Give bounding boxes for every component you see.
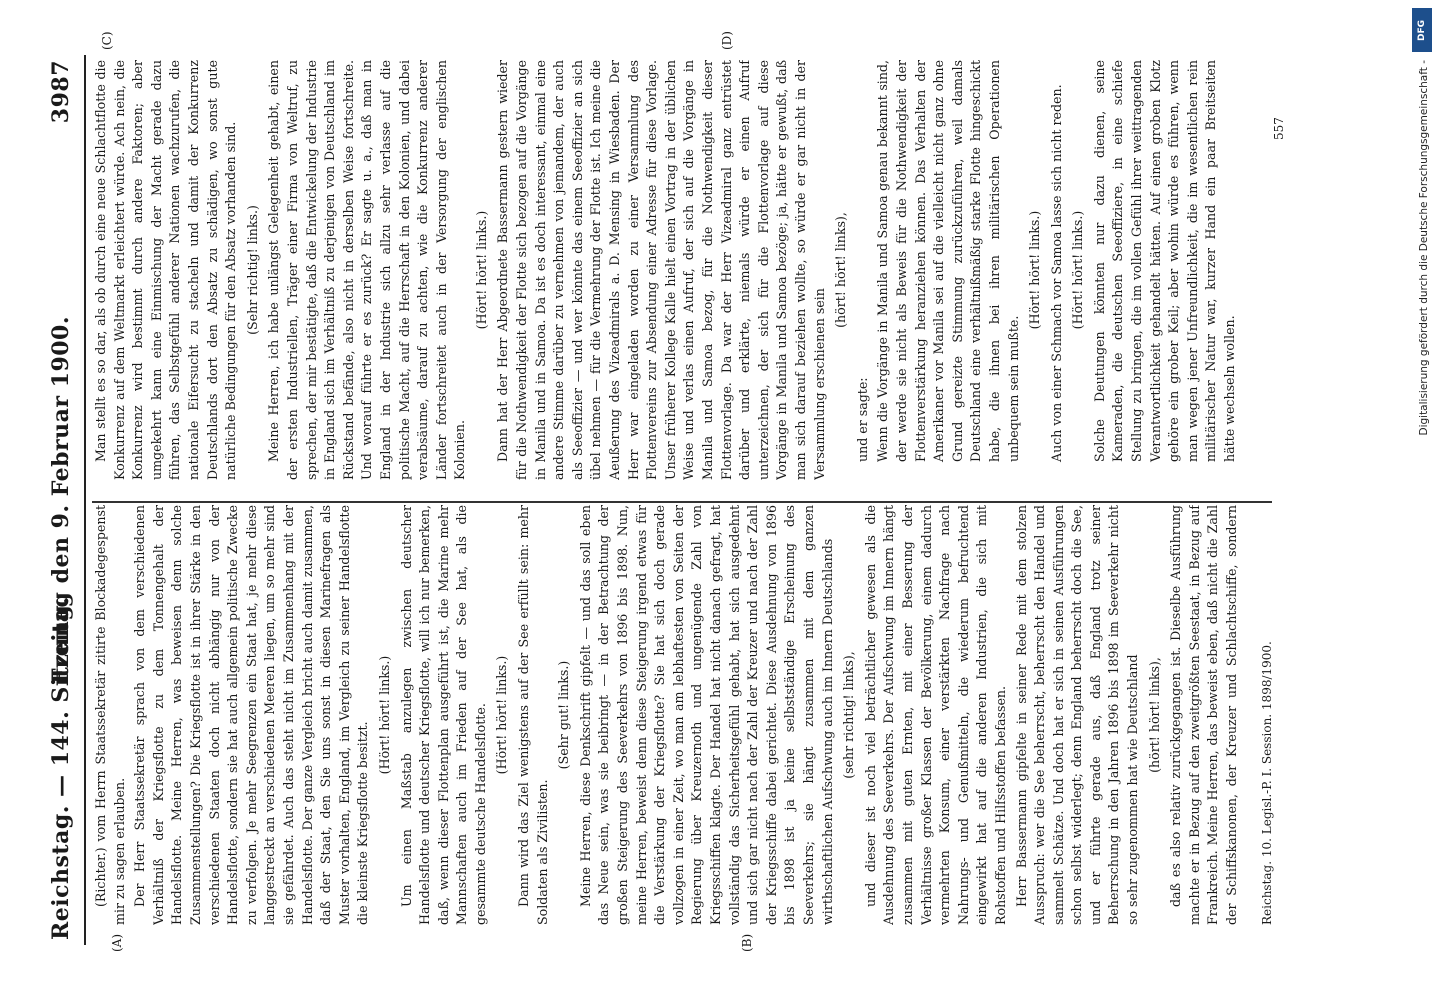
paragraph: Man stellt es so dar, als ob durch eine neue Schlachtflotte die Konkurrenz auf dem Weltmarkt erleichtert würde. Ach nein, die Konkurrenz wird bestimmt durch andere Faktoren; aber umgekehrt kann eine Einmischung der Macht gerade dazu führen, das Selbstgefühl anderer Nationen wachzurufen, die nationale Eifersucht zu stacheln und damit der Konkurrenz Deutschlands dort den Absatz zu schädigen, wo sonst gute natürliche Bedingungen für den Absatz vorhanden sind. [93,60,239,480]
interjection: (Hört! hört! links.) [494,655,510,775]
paragraph: Dann hat der Herr Abgeordnete Bassermann gestern wieder für die Nothwendigkeit der Flotte sich bezogen auf die Vorgänge in Manila und in Samoa. Da ist es doch interessant, einmal eine andere Stimme darüber zu vernehmen von jemandem, der auch als Seeoffizier — und wer könnte das einem Seeoffizier an sich übel nehmen — für die Vermehrung der Flotte ist. Ich meine die Aeußerung des Vizeadmirals a. D. Mensing in Wiesbaden. Der Herr war eingeladen worden zu einer Versammlung des Flottenvereins zur Absendung einer Adresse für diese Vorlage. Unser früherer Kollege Kalle hielt einen Vortrag in der üblichen Weise und verlas einen Aufruf, der sich auf die Vorgänge in Manila und Samoa bezog, für die Nothwendigkeit dieser Flottenvorlage. Da war der Herr Vizeadmiral ganz entrüstet darüber und erklärte, niemals würde er einen Aufruf unterzeichnen, der sich für die Flottenvorlage auf diese Vorgänge in Manila und Samoa bezöge; ja, hätte er gewußt, daß man sich darauf beziehen wollte, so würde er gar nicht in der Versammlung erschienen sein [495,60,827,480]
interjection: (Hört! hört! links.) [1027,210,1043,330]
interjection: (sehr richtig! links), [841,651,857,779]
paragraph: und er sagte: [854,377,870,462]
interjection: (hört! hört! links), [833,212,849,328]
paragraph: Herr Bassermann gipfelte in seiner Rede mit dem stolzen Ausspruch: wer die See beherrscht, beherrscht den Handel und sammelt Schätze. Und doch hat er sich in seinen Ausführungen schon selbst widerlegt; denn England beherrscht doch die See, und er führte gerade aus, daß England trotz seiner Beherrschung in den Jahren 1896 bis 1898 im Seeverkehr nicht so sehr zugenommen hat wie Deutschland [1013,505,1141,925]
paragraph: Um einen Maßstab anzulegen zwischen deutscher Handelsflotte und deutscher Kriegsflotte, will ich nur bemerken, daß, wenn dieser Flottenplan ausgeführt ist, die Marine mehr Mannschaften auch im Frieden auf der See hat, als die gesammte deutsche Handelsflotte. [398,505,488,925]
interjection: (Hört! hört! links.) [1070,210,1086,330]
quotation: Auch von einer Schmach vor Samoa lasse sich nicht reden. [1048,84,1064,462]
quotation: Wenn die Vorgänge in Manila und Samoa genau bekannt sind, der werde sie nicht als Beweis für die Nothwendigkeit der Flottenverstärkung heranziehen können. Das Verhalten der Amerikaner vor Manila sei auf die vielleicht nicht ganz ohne Grund gereizte Stimmung zurückzuführen, weil damals Deutschland eine verhältnißmäßig starke Flotte hingeschickt habe, die ihnen bei ihren militärischen Operationen unbequem sein mußte. [875,60,1021,462]
text-column-right [92,60,1242,480]
paragraph: (Richter.) vom Herrn Staatssekretär zitirte Blockadegespenst mir zu sagen erlauben. [93,505,127,925]
page-header [30,60,86,940]
header-rule [84,55,86,945]
paragraph: daß es also relativ zurückgegangen ist. Dieselbe Ausführung machte er in Bezug auf den zweitgrößten Seestaat, in Bezug auf Frankreich. Meine Herren, das beweist eben, daß nicht die Zahl der Schiffskanonen, der Kreuzer und Schlachtschiffe, sondern [1168,505,1240,925]
margin-mark-d: (D) [720,31,734,50]
paragraph: Meine Herren, ich habe unlängst Gelegenheit gehabt, einen der ersten Industriellen, Träger einer Firma von Weltruf, zu sprechen, der mir bestätigte, daß die Entwickelung der Industrie in England sich im Verhältniß zu derjenigen von Deutschland im Rückstand befände, also nicht in derselben Weise fortschreite. Und worauf führte er es zurück? Er sagte u. a., daß man in England in der Industrie sich allzu sehr verlasse auf die politische Macht, auf die Herrschaft in den Kolonien, und dabei verabsäume, darauf zu achten, wie die Konkurrenz anderer Länder fortschreitet auch in der Versorgung der englischen Kolonien. [266,60,468,480]
interjection: (Hört! hört! links.) [473,210,489,330]
paragraph: und dieser ist noch viel beträchtlicher gewesen als die Ausdehnung des Seeverkehrs. Der Aufschwung im Innern hängt zusammen mit guten Ernten, mit einer Besserung der Verhältnisse großer Klassen der Bevölkerung, einem dadurch vermehrten Konsum, einer verstärkten Nachfrage nach Nahrungs- und Genußmitteln, die wiederum befruchtend eingewirkt hat auf die anderen Industrien, die sich mit Rohstoffen und Hilfsstoffen befassen. [862,505,1008,925]
paragraph: Der Herr Staatssekretär sprach von dem verschiedenen Verhältniß der Kriegsflotte zu dem Tonnengehalt der Handelsflotte. Meine Herren, was beweisen denn solche Zusammenstellungen? Die Kriegsflotte ist in ihrer Stärke in den verschiedenen Staaten doch nicht abhängig nur von der Handelsflotte, sondern sie hat auch allgemein politische Zwecke zu verfolgen. Je mehr Seegrenzen ein Staat hat, je mehr diese langgestreckt an verschiedenen Meeren liegen, um so mehr sind sie gefährdet. Auch das steht nicht im Zusammenhang mit der Handelsflotte. Der ganze Vergleich bricht auch damit zusammen, daß der Staat, den Sie uns sonst in diesen Marinefragen als Muster vorhalten, England, im Vergleich zu seiner Handelsflotte die kleinste Kriegsflotte besitzt. [132,505,371,925]
footer-page-mark: 557 [1272,117,1286,140]
quotation: Solche Deutungen könnten nur dazu dienen, seine Kameraden, die deutschen Seeoffiziere, in eine schiefe Stellung zu bringen, die im vollen Gefühl ihrer weittragenden Verantwortlichkeit gehandelt hätten. Auf einen groben Klotz gehöre ein grober Keil; aber wohin würde es führen, wenn man wegen jener Unfreundlichkeit, die im wesentlichen rein militärischer Natur war, kurzer Hand ein paar Breitseiten hätte wechseln wollen. [1091,60,1238,462]
paragraph: Dann wird das Ziel wenigstens auf der See erfüllt sein: mehr Soldaten als Zivilisten. [516,505,550,925]
paragraph: Meine Herren, diese Denkschrift gipfelt — und das soll eben das Neue sein, was sie beibringt — in der Betrachtung der großen Steigerung des Seeverkehrs von 1896 bis 1898. Nun, meine Herren, beweist denn diese Steigerung irgend etwas für die Verstärkung der Kriegsflotte? Sie hat sich doch gerade vollzogen in einer Zeit, wo man am lebhaftesten von Seiten der Regierung über Kreuzernoth und ungenügende Zahl von Kriegsschiffen klagte. Der Handel hat nicht danach gefragt, hat vollständig das Sicherheitsgefühl gehabt, hat sich ausgedehnt und sich gar nicht nach der Zahl der Kreuzer und nach der Zahl der Kriegsschiffe dabei gerichtet. Diese Ausdehnung von 1896 bis 1898 ist ja keine selbstständige Erscheinung des Seeverkehrs; sie hängt zusammen mit dem ganzen wirthschaftlichen Aufschwung auch im Innern Deutschlands [577,505,835,925]
interjection: (Sehr gut! links.) [556,660,572,770]
margin-mark-a: (A) [110,933,124,952]
column-divider [92,502,1272,504]
header-page-number: 3987 [48,60,74,124]
interjection: (Hört! hört! links.) [376,655,392,775]
header-date: Freitag den 9. Februar 1900. [48,315,74,685]
interjection: (Sehr richtig! links.) [244,205,260,335]
dfg-logo: DFG [1412,8,1432,52]
margin-mark-c: (C) [100,31,114,50]
text-column-left [92,505,1242,925]
margin-mark-b: (B) [740,933,754,952]
digitization-sidebar [1404,0,1434,1000]
digitization-credit: Digitalisierung gefördert durch die Deutsche Forschungsgemeinschaft - [1418,60,1430,436]
interjection: (hört! hört! links), [1146,657,1162,773]
footer-session: Reichstag. 10. Legisl.-P. I. Session. 1898/1900. [1260,641,1274,925]
header-left: Reichstag. — 144. Sitzung. [48,596,74,940]
